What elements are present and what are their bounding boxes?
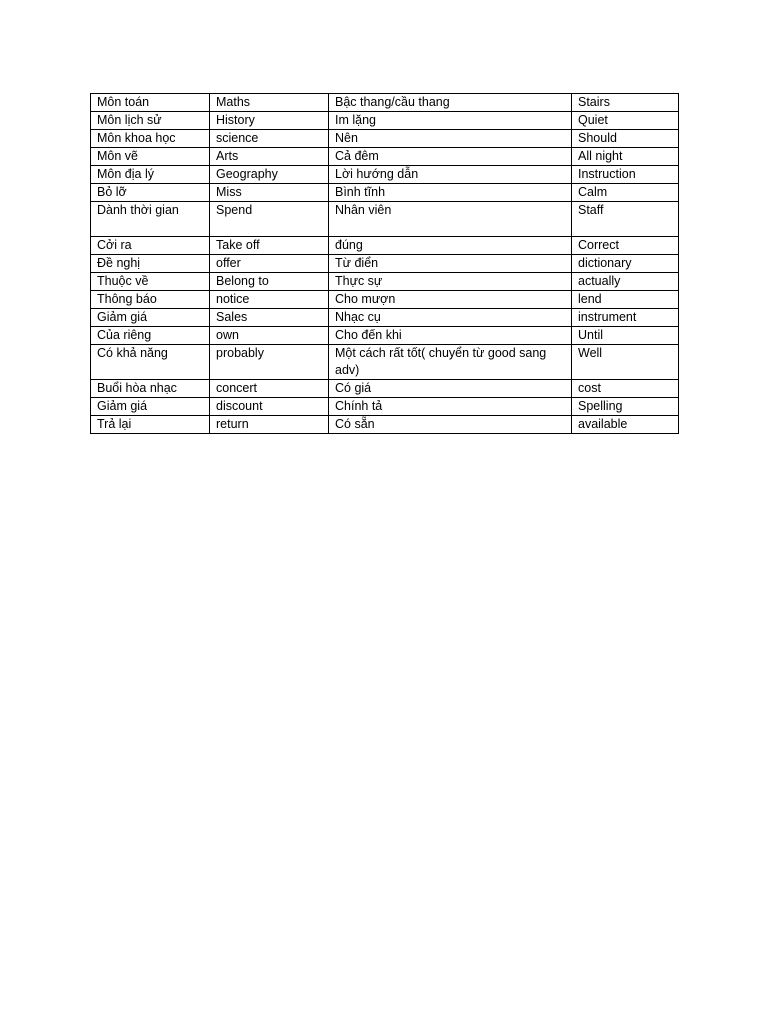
table-cell: đúng (329, 237, 572, 255)
table-cell: Calm (572, 184, 679, 202)
table-cell: cost (572, 380, 679, 398)
table-cell: Maths (210, 94, 329, 112)
table-row (91, 416, 679, 434)
table-cell: Until (572, 327, 679, 345)
table-cell: Quiet (572, 112, 679, 130)
table-cell: science (210, 130, 329, 148)
table-cell: Chính tả (329, 398, 572, 416)
table-cell: Môn lịch sử (91, 112, 210, 130)
table-cell: Của riêng (91, 327, 210, 345)
table-cell: Môn địa lý (91, 166, 210, 184)
table-cell: Cởi ra (91, 237, 210, 255)
table-row (91, 273, 679, 291)
table-cell: Stairs (572, 94, 679, 112)
table-cell: Cho mượn (329, 291, 572, 309)
table-cell: Thông báo (91, 291, 210, 309)
table-row (91, 327, 679, 345)
table-cell: Môn toán (91, 94, 210, 112)
table-row (91, 398, 679, 416)
table-cell: Nhân viên (329, 202, 572, 237)
table-cell: available (572, 416, 679, 434)
table-cell: Trả lại (91, 416, 210, 434)
table-row (91, 166, 679, 184)
table-cell: own (210, 327, 329, 345)
table-row (91, 94, 679, 112)
table-cell: Should (572, 130, 679, 148)
table-cell: Dành thời gian (91, 202, 210, 237)
table-cell: Cho đến khi (329, 327, 572, 345)
table-cell: Staff (572, 202, 679, 237)
table-cell: Bỏ lỡ (91, 184, 210, 202)
table-cell: Môn khoa học (91, 130, 210, 148)
table-cell: lend (572, 291, 679, 309)
table-cell: Môn vẽ (91, 148, 210, 166)
table-cell: Take off (210, 237, 329, 255)
table-cell: dictionary (572, 255, 679, 273)
table-cell: probably (210, 345, 329, 380)
table-row (91, 184, 679, 202)
table-cell: notice (210, 291, 329, 309)
table-cell: Từ điển (329, 255, 572, 273)
table-cell: Có khả năng (91, 345, 210, 380)
table-cell: Miss (210, 184, 329, 202)
table-row (91, 309, 679, 327)
table-cell: concert (210, 380, 329, 398)
table-cell: Cả đêm (329, 148, 572, 166)
table-cell: Correct (572, 237, 679, 255)
table-row (91, 148, 679, 166)
table-cell: Giảm giá (91, 309, 210, 327)
table-row (91, 291, 679, 309)
table-cell: Lời hướng dẫn (329, 166, 572, 184)
table-cell: Spend (210, 202, 329, 237)
table-cell: Belong to (210, 273, 329, 291)
table-cell: Bậc thang/cầu thang (329, 94, 572, 112)
table-row (91, 130, 679, 148)
table-cell: Nên (329, 130, 572, 148)
table-cell: Well (572, 345, 679, 380)
table-row (91, 255, 679, 273)
table-cell: Có giá (329, 380, 572, 398)
table-cell: Bình tĩnh (329, 184, 572, 202)
table-cell: Geography (210, 166, 329, 184)
table-row (91, 202, 679, 237)
table-row (91, 237, 679, 255)
table-cell: Spelling (572, 398, 679, 416)
table-cell: Một cách rất tốt( chuyển từ good sang adv) (329, 345, 572, 380)
table-cell: Thực sự (329, 273, 572, 291)
table-cell: All night (572, 148, 679, 166)
table-cell: Thuộc về (91, 273, 210, 291)
table-cell: return (210, 416, 329, 434)
table-cell: History (210, 112, 329, 130)
table-cell: instrument (572, 309, 679, 327)
table-cell: Sales (210, 309, 329, 327)
table-row (91, 345, 679, 380)
table-cell: Có sẵn (329, 416, 572, 434)
table-cell: Giảm giá (91, 398, 210, 416)
table-row (91, 380, 679, 398)
table-cell: Buổi hòa nhạc (91, 380, 210, 398)
table-cell: Im lặng (329, 112, 572, 130)
vocabulary-table (90, 93, 679, 434)
table-cell: Arts (210, 148, 329, 166)
table-cell: Nhạc cụ (329, 309, 572, 327)
table-cell: actually (572, 273, 679, 291)
table-cell: Đề nghị (91, 255, 210, 273)
table-cell: Instruction (572, 166, 679, 184)
table-cell: discount (210, 398, 329, 416)
table-cell: offer (210, 255, 329, 273)
table-row (91, 112, 679, 130)
